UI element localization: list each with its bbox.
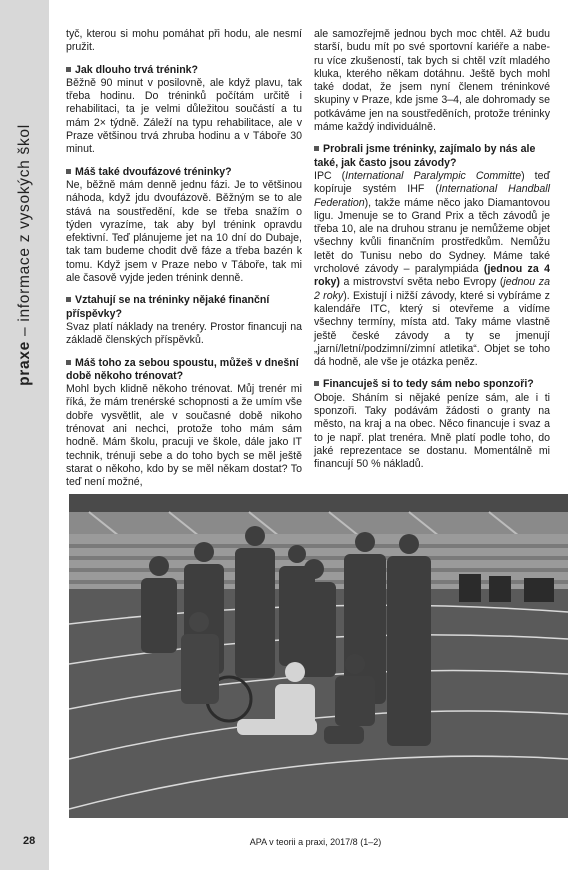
bullet-square-icon — [314, 146, 319, 151]
bullet-square-icon — [66, 169, 71, 174]
left-column — [66, 28, 302, 499]
page-number: 28 — [23, 835, 36, 847]
section-label-bold: praxe — [16, 341, 33, 386]
right-intro-paragraph: ale samozřejmě jednou bych moc chtěl. Až budu starší, budu mít po své sportovní kariéře a nabe-ru více zkušeností, tak bych si chtěl vzít mladého kluka, kterého někam dotáhnu. Ještě bych mohl také dodat, že jsem nyní členem tréninkové skupiny v Praze, kde jsme 3–4, ale dohromady se potkáváme jen na soustředěních, protože tréninky máme každý individuálně. — [314, 28, 550, 134]
question-training-length: Jak dlouho trvá trénink? — [66, 64, 302, 77]
answer-financing: Oboje. Sháním si nějaké peníze sám, ale i ti sponzoři. Taky podávám žádosti o granty na město, na kraj a na obec. Něco financuje i svaz a to je např. plat trenéra. Mně platí podle toho, do jaké reprezentace se dostanu. Momentálně mi financují 50 % nákladů. — [314, 391, 550, 471]
section-label — [16, 124, 34, 386]
right-column — [314, 28, 550, 481]
question-financial-contributions: Vztahují se na tréninky nějaké finanční příspěvky? — [66, 294, 270, 320]
bullet-square-icon — [66, 67, 71, 72]
question-two-phase: Máš také dvoufázové tréninky? — [66, 166, 302, 179]
bullet-square-icon — [66, 297, 71, 302]
left-intro-paragraph: tyč, kterou si mohu pomáhat při hodu, ale nesmí pružit. — [66, 28, 302, 54]
answer-coaching-others: Mohl bych klidně někoho trénovat. Můj trenér mi říká, že mám trenérské schopnosti a že umím vše dobře vysvětlit, ale v současné době nikoho trénovat ani nechci, protože toho mám sám hodně. Mám školu, pracuji ve škole, dále jako IT technik, trénuji sebe a do toho bych se měl ještě starat o někoho, kdo by se měl někam dostat? To teď není možné, — [66, 383, 302, 489]
answer-training-length: Běžně 90 minut v posilovně, ale když plavu, tak třeba hodinu. Do tréninků počítám určitě i rehabilitaci, ta je velmi důležitou součástí a tu mám 2× týdně. Záleží na typu rehabilitace, ale v Praze většinou trvá zhruba hodinu a v Táboře 30 minut. — [66, 76, 302, 156]
team-photo-illustration — [69, 494, 568, 818]
question-competition-frequency: Probrali jsme tréninky, zajímalo by nás ale také, jak často jsou závody? — [314, 143, 536, 169]
answer-financial-contributions: Svaz platí náklady na trenéry. Prostor financuji na základě členských příspěvků. — [66, 320, 302, 347]
bullet-square-icon — [314, 381, 319, 386]
answer-competition-frequency: IPC (International Paralympic Committe) teď kopíruje systém IHF (International Handball Federation), takže máme něco jako Diamantovou ligu. Jmenuje se to Grand Prix a těch závodů je třeba 10, ale na druhou stranu je nemůžeme objet všechny kvůli finančním prostředkům. Nemůžu letět do Tunisu nebo do Sydney. Máme také vrcholové závody – paralympiáda (jednou za 4 roky) a mistrovství světa nebo Evropy (jednou za 2 roky). Existují i nižší závody, které si vybíráme z kalendáře ITC, který si otevřeme a vidíme všechny termíny, místa atd. Taky máme vlastně ještě české závody a ty se jmenují „jarní/letní/podzimní/zimní atletika“. Objet se toho dá hodně, ale vše je otázka peněz. — [314, 169, 551, 369]
question-financing: Financuješ si to tedy sám nebo sponzoři? — [314, 378, 550, 391]
question-coaching-others: Máš toho za sebou spoustu, můžeš v dnešní době někoho trénovat? — [66, 356, 299, 382]
journal-citation: APA v teorii a praxi, 2017/8 (1–2) — [249, 837, 382, 847]
section-label-rest: – informace z vysokých škol — [16, 124, 33, 341]
answer-two-phase: Ne, běžně mám denně jednu fázi. Je to většinou náhoda, když jdu dvoufázově. Běžným se to ale stává na soustředění, kde se třeba snažím o týden vyrazíme, tak aby byl trénink opravdu efektivní. Teď plánujeme jet na 10 dní do Dubaje, tak tam budeme chodit dvě fáze a třeba bazén k tomu. Když jsem v Praze nebo v Táboře, tak mi ale časově vyjde jeden trénink denně. — [66, 178, 302, 285]
section-sidebar — [0, 0, 49, 870]
bullet-square-icon — [66, 360, 71, 365]
team-stadium-photo — [69, 494, 568, 818]
